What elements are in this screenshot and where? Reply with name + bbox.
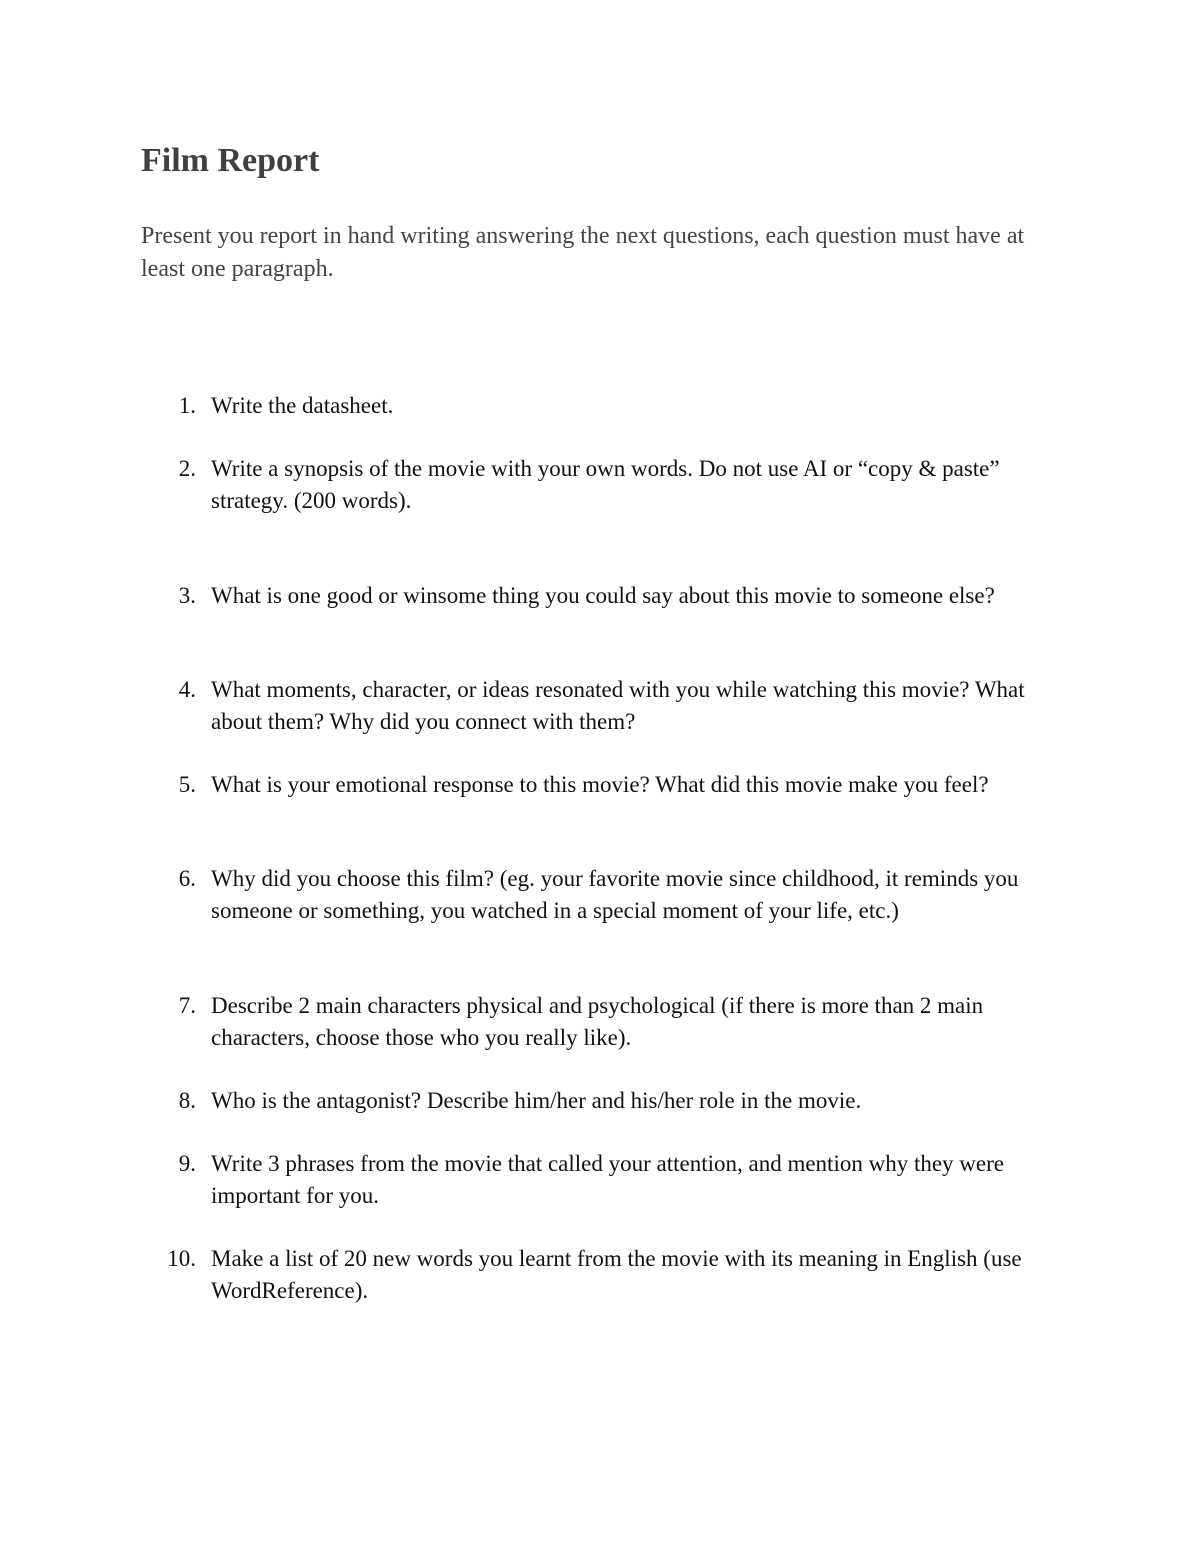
question-number: 3. — [178, 583, 196, 608]
question-number: 4. — [178, 677, 196, 702]
question-number: 10. — [167, 1246, 196, 1271]
question-text: Why did you choose this film? (eg. your favorite movie since childhood, it reminds you someone or something, you watched in a special moment of your life, etc.) — [211, 866, 1019, 923]
question-text: Describe 2 main characters physical and psychological (if there is more than 2 main characters, choose those who you really like). — [211, 993, 984, 1050]
question-number: 9. — [178, 1151, 196, 1176]
question-text: What is one good or winsome thing you could say about this movie to someone else? — [211, 583, 995, 608]
question-text: What is your emotional response to this movie? What did this movie make you feel? — [211, 772, 989, 797]
question-number: 7. — [178, 993, 196, 1018]
question-text: Make a list of 20 new words you learnt from the movie with its meaning in English (use WordReference). — [211, 1246, 1022, 1303]
document-intro: Present you report in hand writing answering the next questions, each question must have at least one paragraph. — [141, 223, 1025, 282]
question-number: 1. — [178, 393, 196, 418]
question-text: Write a synopsis of the movie with your own words. Do not use AI or “copy & paste” strategy. (200 words). — [211, 456, 1000, 513]
document-title: Film Report — [141, 142, 320, 179]
question-number: 8. — [178, 1088, 196, 1113]
question-number: 5. — [178, 772, 196, 797]
question-number: 2. — [178, 456, 196, 481]
question-text: Who is the antagonist? Describe him/her and his/her role in the movie. — [211, 1088, 862, 1113]
question-number: 6. — [178, 866, 196, 891]
question-text: Write 3 phrases from the movie that called your attention, and mention why they were important for you. — [211, 1151, 1004, 1208]
question-text: What moments, character, or ideas resonated with you while watching this movie? What about them? Why did you connect with them? — [211, 677, 1025, 734]
question-text: Write the datasheet. — [211, 393, 394, 418]
